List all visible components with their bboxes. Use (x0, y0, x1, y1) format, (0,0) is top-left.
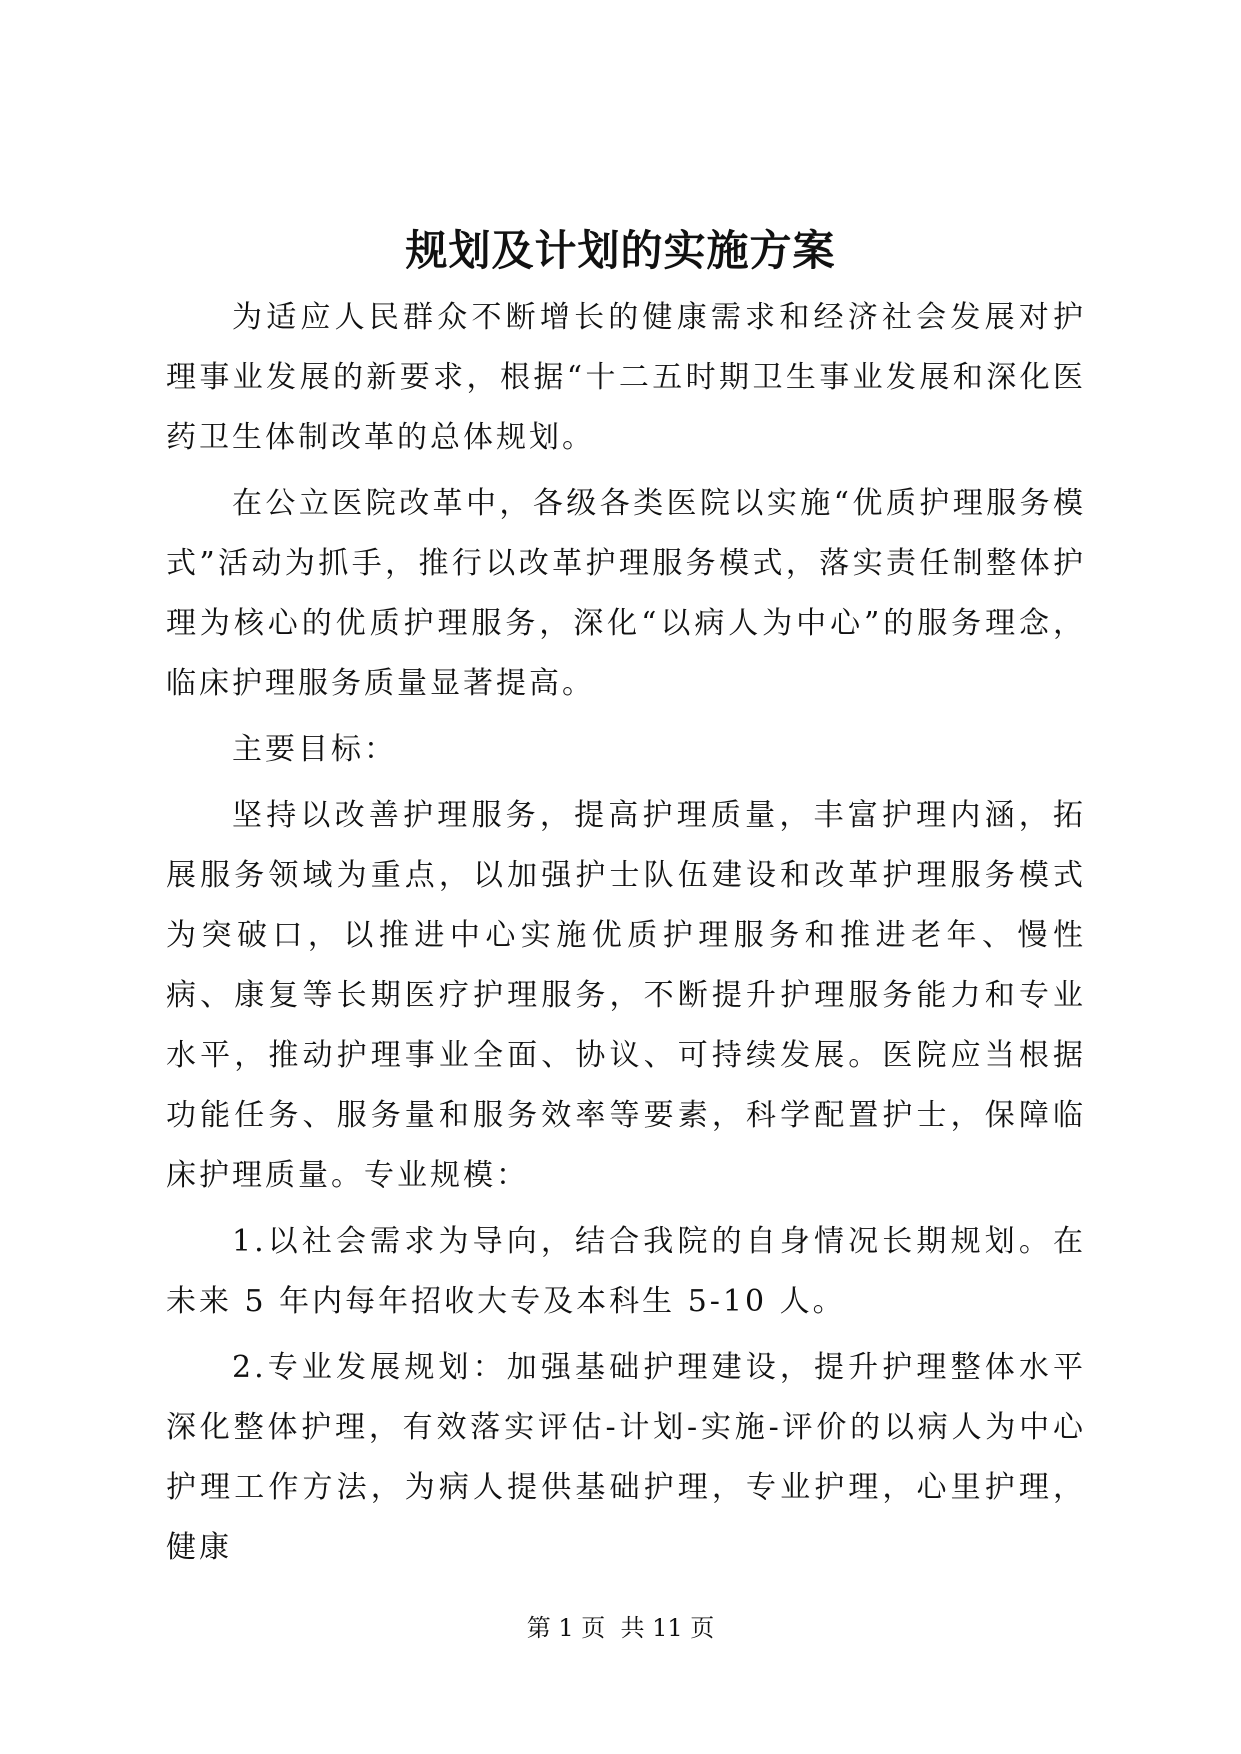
page-footer: 第 1 页 共 11 页 (526, 1614, 715, 1642)
paragraph-reform: 在公立医院改革中，各级各类医院以实施“优质护理服务模式”活动为抓手，推行以改革护理服务模式，落实责任制整体护理为核心的优质护理服务，深化“以病人为中心”的服务理念，临床护理服务质量显著提高。 (166, 486, 1086, 701)
document-title: 规划及计划的实施方案 (405, 226, 836, 275)
paragraph-intro: 为适应人民群众不断增长的健康需求和经济社会发展对护理事业发展的新要求，根据“十二五时期卫生事业发展和深化医药卫生体制改革的总体规划。 (166, 300, 1086, 455)
paragraph-goals: 坚持以改善护理服务，提高护理质量，丰富护理内涵，拓展服务领域为重点，以加强护士队伍建设和改革护理服务模式为突破口，以推进中心实施优质护理服务和推进老年、慢性病、康复等长期医疗护理服务，不断提升护理服务能力和专业水平，推动护理事业全面、协议、可持续发展。医院应当根据功能任务、服务量和服务效率等要素，科学配置护士，保障临床护理质量。专业规模： (166, 798, 1086, 1193)
paragraph-main-goals-heading: 主要目标： (232, 732, 397, 767)
paragraph-item-2: 2.专业发展规划：加强基础护理建设，提升护理整体水平深化整体护理，有效落实评估-计划-实施-评价的以病人为中心护理工作方法，为病人提供基础护理，专业护理，心里护理，健康 (166, 1350, 1086, 1565)
document-body (166, 288, 1086, 1584)
paragraph-item-1: 1.以社会需求为导向，结合我院的自身情况长期规划。在未来 5 年内每年招收大专及本科生 5-10 人。 (166, 1224, 1086, 1319)
